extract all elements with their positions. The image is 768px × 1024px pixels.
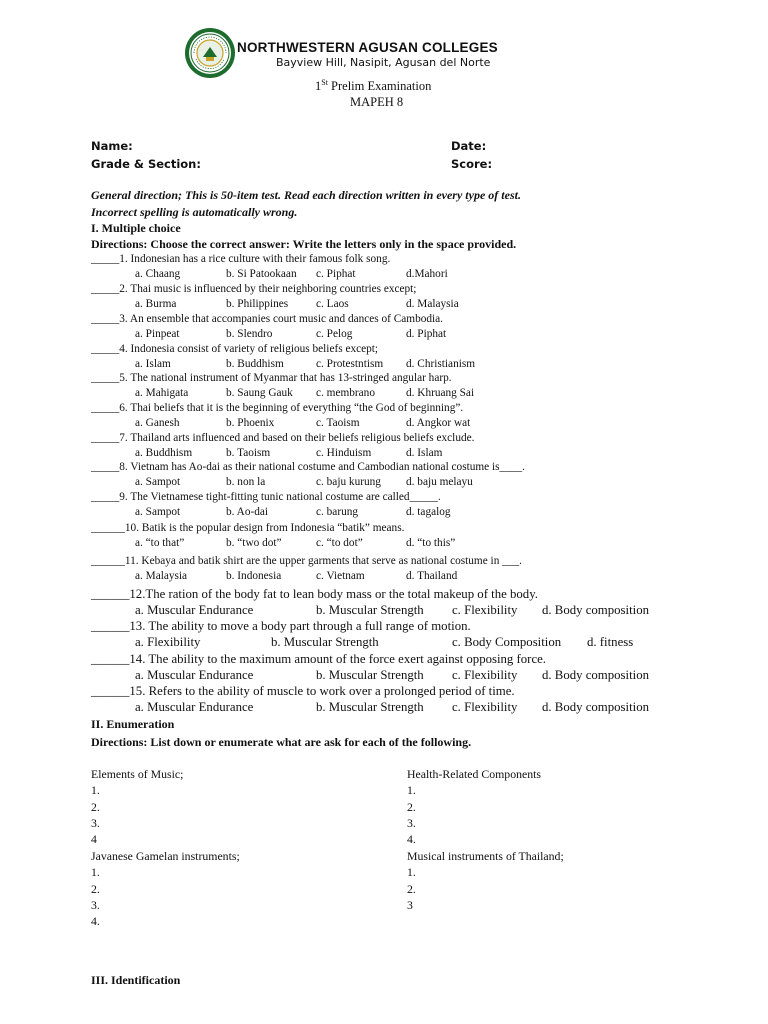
question-11-option-b: b. Indonesia [226, 570, 282, 582]
question-8-option-a: a. Sampot [135, 476, 181, 488]
question-15-option-b: b. Muscular Strength [316, 700, 424, 714]
question-11-option-d: d. Thailand [406, 570, 458, 582]
question-2-option-b: b. Philippines [226, 298, 289, 310]
question-2-option-c: c. Laos [316, 298, 349, 310]
right_groups-group-0-item-4: 4. [407, 832, 416, 847]
question-8: _____8. Vietnam has Ao-dai as their national costume and Cambodian national costume is____. [91, 461, 525, 473]
left_groups-group-1-item-2: 2. [91, 881, 100, 896]
question-14-option-d: d. Body composition [542, 668, 649, 682]
left_groups-group-1-item-3: 3. [91, 897, 100, 912]
question-1-option-c: c. Piphat [316, 268, 356, 280]
question-13-option-a: a. Flexibility [135, 635, 201, 649]
question-12-option-b: b. Muscular Strength [316, 603, 424, 617]
exam-subject: MAPEH 8 [350, 95, 404, 109]
question-13-option-b: b. Muscular Strength [271, 635, 379, 649]
grade-section-label: Grade & Section: [91, 157, 201, 171]
question-9-option-c: c. barung [316, 506, 359, 518]
question-9-option-b: b. Ao-dai [226, 506, 269, 518]
question-12-option-d: d. Body composition [542, 603, 649, 617]
question-11-option-a: a. Malaysia [135, 570, 188, 582]
left_groups-group-1-title: Javanese Gamelan instruments; [91, 849, 240, 863]
general-direction-line2: Incorrect spelling is automatically wrong. [91, 205, 298, 219]
question-11-option-c: c. Vietnam [316, 570, 365, 582]
question-12: ______12.The ration of the body fat to lean body mass or the total makeup of the body. [91, 587, 538, 601]
exam-title: 1St Prelim Examination [315, 78, 432, 94]
question-5-option-a: a. Mahigata [135, 387, 189, 399]
question-10: ______10. Batik is the popular design from Indonesia “batik” means. [91, 522, 405, 534]
question-7-option-d: d. Islam [406, 447, 443, 459]
question-8-option-c: c. baju kurung [316, 476, 381, 488]
question-6-option-a: a. Ganesh [135, 417, 180, 429]
question-3-option-d: d. Piphat [406, 328, 447, 340]
right_groups-group-0-item-3: 3. [407, 815, 416, 830]
question-1-option-d: d.Mahori [406, 268, 448, 280]
right_groups-group-0-item-1: 1. [407, 783, 416, 798]
part1-directions: Directions: Choose the correct answer: Write the letters only in the space provided. [91, 237, 517, 251]
part2-heading: II. Enumeration [91, 717, 175, 731]
right_groups-group-1-item-1: 1. [407, 865, 416, 880]
question-3-option-c: c. Pelog [316, 328, 353, 340]
question-6-option-c: c. Taoism [316, 417, 360, 429]
question-4-option-a: a. Islam [135, 358, 171, 370]
question-11: ______11. Kebaya and batik shirt are the upper garments that serve as national costume in ___. [91, 555, 522, 567]
question-3-option-a: a. Pinpeat [135, 328, 180, 340]
right_groups-group-1-item-3: 3 [407, 897, 413, 912]
left_groups-group-0-item-3: 3. [91, 815, 100, 830]
question-6-option-b: b. Phoenix [226, 417, 275, 429]
question-4-option-c: c. Protestntism [316, 358, 384, 370]
question-8-option-b: b. non la [226, 476, 266, 488]
question-15-option-d: d. Body composition [542, 700, 649, 714]
right_groups-group-1-item-2: 2. [407, 881, 416, 896]
question-3-option-b: b. Slendro [226, 328, 273, 340]
left_groups-group-0-item-1: 1. [91, 783, 100, 798]
question-6-option-d: d. Angkor wat [406, 417, 471, 429]
question-2: _____2. Thai music is influenced by their neighboring countries except; [91, 283, 417, 295]
question-5-option-c: c. membrano [316, 387, 375, 399]
school-seal-logo-icon [184, 27, 236, 79]
question-8-option-d: d. baju melayu [406, 476, 473, 488]
question-9: _____9. The Vietnamese tight-fitting tunic national costume are called_____. [91, 491, 441, 503]
left_groups-group-1-item-4: 4. [91, 914, 100, 929]
question-15-option-c: c. Flexibility [452, 700, 518, 714]
left_groups-group-1-item-1: 1. [91, 865, 100, 880]
question-4-option-b: b. Buddhism [226, 358, 284, 370]
general-direction-line1: General direction; This is 50-item test. Read each direction written in every type of test. [91, 188, 521, 202]
part1-heading: I. Multiple choice [91, 221, 181, 235]
question-10-option-a: a. “to that” [135, 537, 185, 549]
question-3: _____3. An ensemble that accompanies court music and dances of Cambodia. [91, 313, 443, 325]
part2-directions: Directions: List down or enumerate what are ask for each of the following. [91, 735, 472, 749]
question-10-option-b: b. “two dot” [226, 537, 282, 549]
question-13-option-d: d. fitness [587, 635, 634, 649]
question-5-option-d: d. Khruang Sai [406, 387, 475, 399]
question-1-option-a: a. Chaang [135, 268, 181, 280]
question-15-option-a: a. Muscular Endurance [135, 700, 254, 714]
school-name: NORTHWESTERN AGUSAN COLLEGES [237, 40, 498, 55]
part3-heading: III. Identification [91, 973, 181, 987]
question-13: ______13. The ability to move a body part through a full range of motion. [91, 619, 471, 633]
question-1: _____1. Indonesian has a rice culture with their famous folk song. [91, 253, 391, 265]
left_groups-group-0-item-2: 2. [91, 799, 100, 814]
right_groups-group-0-title: Health-Related Components [407, 767, 541, 781]
question-7-option-b: b. Taoism [226, 447, 271, 459]
question-5-option-b: b. Saung Gauk [226, 387, 293, 399]
right_groups-group-0-item-2: 2. [407, 799, 416, 814]
question-1-option-b: b. Si Patookaan [226, 268, 297, 280]
question-14-option-c: c. Flexibility [452, 668, 518, 682]
question-12-option-c: c. Flexibility [452, 603, 518, 617]
question-14-option-b: b. Muscular Strength [316, 668, 424, 682]
left_groups-group-0-title: Elements of Music; [91, 767, 184, 781]
school-address: Bayview Hill, Nasipit, Agusan del Norte [276, 56, 491, 69]
question-7-option-a: a. Buddhism [135, 447, 193, 459]
question-4-option-d: d. Christianism [406, 358, 476, 370]
question-5: _____5. The national instrument of Myanmar that has 13-stringed angular harp. [91, 372, 452, 384]
left_groups-group-0-item-4: 4 [91, 832, 97, 847]
question-13-option-c: c. Body Composition [452, 635, 562, 649]
right_groups-group-1-title: Musical instruments of Thailand; [407, 849, 564, 863]
question-10-option-c: c. “to dot” [316, 537, 363, 549]
question-4: _____4. Indonesia consist of variety of religious beliefs except; [91, 343, 379, 355]
question-7: _____7. Thailand arts influenced and based on their beliefs religious beliefs exclude. [91, 432, 475, 444]
score-label: Score: [451, 157, 493, 171]
question-9-option-d: d. tagalog [406, 506, 451, 518]
date-label: Date: [451, 139, 487, 153]
name-label: Name: [91, 139, 133, 153]
question-6: _____6. Thai beliefs that it is the beginning of everything “the God of beginning”. [91, 402, 464, 414]
question-2-option-a: a. Burma [135, 298, 177, 310]
question-7-option-c: c. Hinduism [316, 447, 372, 459]
question-14: ______14. The ability to the maximum amount of the force exert against opposing force. [91, 652, 547, 666]
question-2-option-d: d. Malaysia [406, 298, 459, 310]
question-14-option-a: a. Muscular Endurance [135, 668, 254, 682]
question-10-option-d: d. “to this” [406, 537, 456, 549]
question-9-option-a: a. Sampot [135, 506, 181, 518]
question-12-option-a: a. Muscular Endurance [135, 603, 254, 617]
question-15: ______15. Refers to the ability of muscle to work over a prolonged period of time. [91, 684, 515, 698]
